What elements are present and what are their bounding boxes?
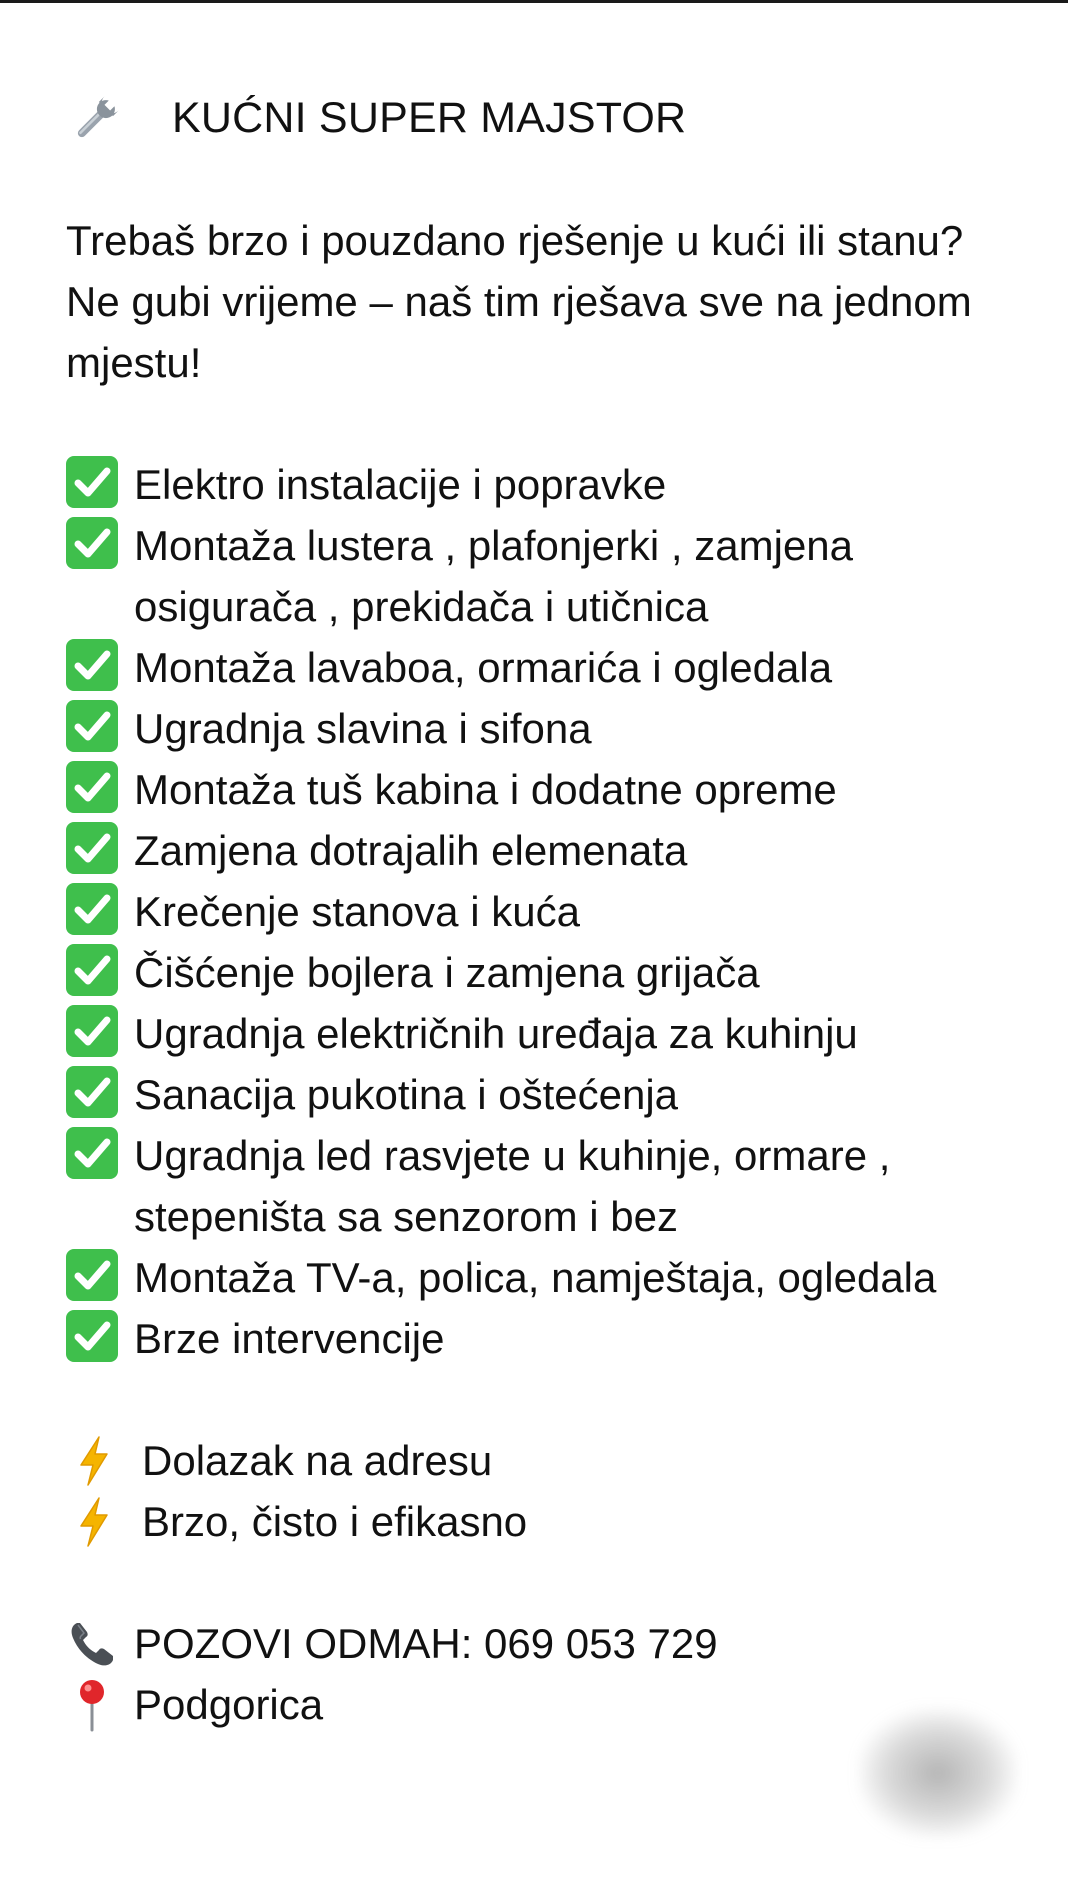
intro-line: Trebaš brzo i pouzdano rješenje u kući ili stanu? [66, 217, 964, 264]
service-label: Elektro instalacije i popravke [134, 461, 667, 508]
check-mark-icon [66, 1249, 118, 1301]
service-label: Sanacija pukotina i oštećenja [134, 1071, 679, 1118]
service-label: Čišćenje bojlera i zamjena grijača [134, 949, 760, 996]
check-mark-icon [66, 639, 118, 691]
spacer [66, 393, 1026, 454]
telephone-receiver-icon [66, 1618, 118, 1670]
list-item [66, 759, 1026, 820]
service-label: Montaža TV-a, polica, namještaja, ogledala [134, 1254, 937, 1301]
feature-label: Brzo, čisto i efikasno [142, 1498, 528, 1545]
check-mark-icon [66, 1310, 118, 1362]
list-item [66, 1491, 1026, 1552]
list-item [66, 454, 1026, 515]
features-list [66, 1430, 1026, 1552]
service-label: Montaža lavaboa, ormarića i ogledala [134, 644, 833, 691]
list-item [66, 637, 1026, 698]
check-mark-icon [66, 1127, 118, 1179]
check-mark-icon [66, 1005, 118, 1057]
phone-text: POZOVI ODMAH: 069 053 729 [134, 1620, 718, 1667]
service-label: Montaža lustera , plafonjerki , zamjena osigurača , prekidača i utičnica [134, 522, 854, 630]
list-item [66, 515, 1026, 637]
check-mark-icon [66, 822, 118, 874]
phone-row [66, 1613, 1026, 1674]
list-item [66, 1430, 1026, 1491]
check-mark-icon [66, 883, 118, 935]
service-label: Ugradnja led rasvjete u kuhinje, ormare , stepeništa sa senzorom i bez [134, 1132, 891, 1240]
service-label: Brze intervencije [134, 1315, 445, 1362]
service-label: Montaža tuš kabina i dodatne opreme [134, 766, 837, 813]
title-row [66, 88, 1026, 149]
spacer [66, 1552, 1026, 1613]
list-item [66, 1003, 1026, 1064]
location-text: Podgorica [134, 1681, 324, 1728]
page-title: KUĆNI SUPER MAJSTOR [172, 94, 687, 142]
map-pin-icon [66, 1679, 118, 1731]
post-body [66, 88, 1026, 1735]
list-item [66, 942, 1026, 1003]
list-item [66, 1125, 1026, 1247]
spacer [66, 1369, 1026, 1430]
check-mark-icon [66, 944, 118, 996]
services-list [66, 454, 1026, 1369]
list-item [66, 820, 1026, 881]
service-label: Zamjena dotrajalih elemenata [134, 827, 688, 874]
top-border [0, 0, 1068, 3]
service-label: Krečenje stanova i kuća [134, 888, 580, 935]
list-item [66, 881, 1026, 942]
intro-text [66, 210, 1026, 393]
wrench-icon [66, 88, 126, 149]
list-item [66, 698, 1026, 759]
check-mark-icon [66, 700, 118, 752]
feature-label: Dolazak na adresu [142, 1437, 493, 1484]
service-label: Ugradnja električnih uređaja za kuhinju [134, 1010, 858, 1057]
lightning-bolt-icon [74, 1496, 114, 1548]
blurred-region [858, 1708, 1018, 1838]
list-item [66, 1308, 1026, 1369]
check-mark-icon [66, 1066, 118, 1118]
service-label: Ugradnja slavina i sifona [134, 705, 592, 752]
lightning-bolt-icon [74, 1435, 114, 1487]
check-mark-icon [66, 517, 118, 569]
check-mark-icon [66, 761, 118, 813]
list-item [66, 1064, 1026, 1125]
intro-line: Ne gubi vrijeme – naš tim rješava sve na jednom mjestu! [66, 278, 972, 386]
list-item [66, 1247, 1026, 1308]
check-mark-icon [66, 456, 118, 508]
